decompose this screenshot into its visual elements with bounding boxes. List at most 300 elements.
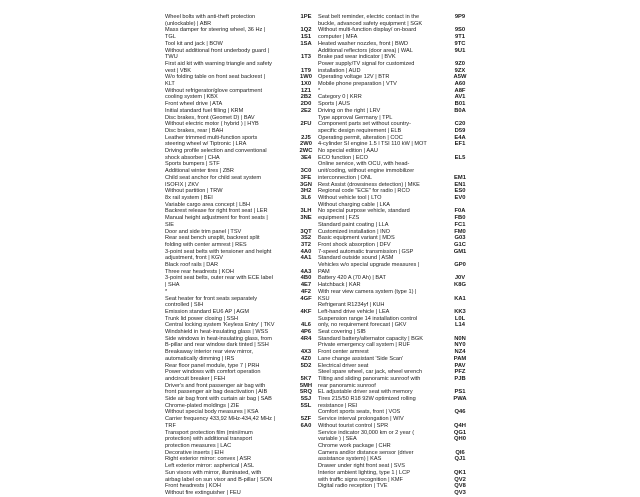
equipment-entry (318, 329, 438, 336)
equipment-text: Backrest release for right front seat | LER (165, 208, 268, 215)
option-code: E4A (454, 134, 466, 141)
option-code: ES0 (454, 188, 466, 195)
equipment-text: Without charging cable | LKA (318, 201, 391, 208)
equipment-entry (318, 14, 438, 27)
equipment-text: Chrome work package | CHR (318, 443, 391, 449)
option-code: QV8 (454, 483, 466, 490)
equipment-entry (318, 208, 438, 221)
equipment-text: automatically dimming | IRS (165, 355, 235, 362)
equipment-text: Variable cargo area concept | LBH (165, 201, 250, 208)
equipment-text: Driving on the right | LRV (318, 107, 381, 114)
option-code (294, 409, 318, 416)
equipment-text: Component parts set without country- (318, 121, 411, 128)
equipment-text: SIE (165, 221, 175, 228)
option-code: J0V (454, 275, 466, 282)
equipment-entry (165, 416, 280, 429)
equipment-text: Private emergency call system | RUF (318, 342, 410, 349)
equipment-entry (318, 389, 438, 396)
equipment-entry (318, 369, 438, 376)
option-code (448, 168, 472, 175)
equipment-text: Seat covering | SIB (318, 329, 366, 336)
option-code (448, 115, 472, 122)
equipment-text: Driving profile selection and conventional (165, 148, 267, 155)
equipment-entry (318, 249, 438, 256)
option-code: EV0 (454, 194, 466, 201)
equipment-text: Comfort sports seats, front | VOS (318, 409, 401, 416)
equipment-text: Sports bumpers | STF (165, 161, 220, 168)
option-code: 5ZF (300, 416, 312, 423)
equipment-text: Without fire extinguisher | FEU (165, 489, 241, 496)
option-code: GP0 (454, 262, 466, 269)
option-code: PS1 (454, 389, 466, 396)
equipment-text: Side air bag front with curtain air bag | SAB (165, 396, 272, 403)
equipment-text: computer | MFA (318, 34, 358, 41)
option-code: 3NE (300, 215, 312, 222)
equipment-text: Without special body measures | KSA (165, 409, 259, 416)
equipment-text: TRF (165, 422, 176, 429)
option-code: 2J5 (301, 134, 311, 141)
equipment-entry (165, 369, 280, 382)
equipment-entry (318, 161, 438, 181)
equipment-entry (318, 74, 438, 81)
equipment-entry (165, 262, 280, 269)
equipment-text: folding with center armrest | RES (165, 241, 247, 248)
equipment-text: controlled | SIH (165, 302, 204, 309)
equipment-entry (165, 115, 280, 122)
option-code: EL5 (454, 154, 466, 161)
equipment-text: Electrical driver seat (318, 362, 369, 369)
option-code (448, 269, 472, 276)
option-code (448, 302, 472, 309)
equipment-text: assistance system) | KAS (318, 456, 382, 463)
option-code: A8F (454, 87, 466, 94)
equipment-text: Service interval prolongation | WIV (318, 416, 404, 423)
option-code (448, 148, 472, 155)
option-code (294, 21, 318, 28)
option-code: F0A (454, 208, 466, 215)
equipment-entry (165, 409, 280, 416)
equipment-text: Transport protection film (mini/mum (165, 429, 253, 436)
option-code: G1C (454, 241, 466, 248)
equipment-text: rear panoramic sunroof (318, 382, 376, 389)
equipment-entry (165, 101, 280, 108)
equipment-text: Rear floor panel module, type 7 | PRH (165, 362, 260, 369)
equipment-text: | SHA (165, 282, 180, 289)
equipment-entry (165, 208, 280, 215)
equipment-text: Front wheel drive | ATA (165, 101, 223, 108)
equipment-text: Central locking system 'Keyless Entry' | TKV (165, 322, 275, 329)
equipment-text: Door and side trim panel | TSV (165, 228, 242, 235)
equipment-text: Lane change assistant 'Side Scan' (318, 355, 404, 362)
equipment-text: ISOFIX | ZKV (165, 181, 199, 188)
option-code: FB0 (454, 215, 466, 222)
option-code (294, 161, 318, 168)
option-code: 1X0 (300, 81, 312, 88)
option-code: 4F2 (301, 288, 311, 295)
option-code: EN1 (454, 181, 466, 188)
equipment-text: Type approval Germany | TPL (318, 114, 393, 121)
equipment-entry (318, 443, 438, 450)
option-code (448, 21, 472, 28)
equipment-text: Seat belt reminder, electric contact in the (318, 14, 420, 20)
equipment-text: Sports | AUS (318, 101, 350, 108)
equipment-entry (165, 349, 280, 362)
equipment-text: KSU (318, 295, 330, 302)
equipment-entry (165, 41, 280, 48)
option-code (448, 54, 472, 61)
equipment-text: Wheel bolts with anti-theft protection (165, 14, 256, 20)
equipment-entry (318, 282, 438, 289)
equipment-entry (318, 88, 438, 95)
option-code: QK1 (454, 469, 466, 476)
equipment-text: EL adjustable driver seat with memory (318, 389, 413, 396)
option-code: 2W0 (300, 141, 312, 148)
equipment-text: Decorative inserts | EIH (165, 449, 224, 456)
option-code: A5W (453, 74, 467, 81)
equipment-text: 3-point seat belts, outer rear with ECE label (165, 275, 273, 282)
equipment-text: Rest Assist (drowsiness detection) | MKE (318, 181, 420, 188)
equipment-text: Regional code "ECE" for radio | RCO (318, 188, 410, 195)
equipment-text: shock absorber | CHA (165, 154, 220, 161)
equipment-text: front passenger air bag deactivation | AIB (165, 389, 268, 396)
equipment-text: andcircuit breaker | FEH (165, 375, 226, 382)
option-code: C20 (454, 121, 466, 128)
equipment-text: Leather trimmed multi-function sports (165, 134, 258, 141)
option-code: 9Z0 (455, 60, 465, 67)
equipment-entry (165, 215, 280, 228)
equipment-text: Brake pad wear indicator | BVK (318, 54, 396, 61)
option-code: 4L6 (301, 322, 311, 329)
equipment-entry (318, 336, 438, 343)
equipment-entry (318, 416, 438, 423)
equipment-text: Front shock absorption | DFV (318, 241, 391, 248)
equipment-entry (165, 108, 280, 115)
equipment-entry (165, 316, 280, 323)
option-code: 6A0 (300, 422, 312, 429)
option-code: QG1 (453, 429, 467, 436)
equipment-entry (165, 148, 280, 161)
equipment-entry (165, 175, 280, 188)
option-code: 1W0 (300, 74, 312, 81)
equipment-text: Sun visors with mirror, illuminated, with (165, 469, 262, 476)
option-code: PAV (454, 362, 466, 369)
equipment-text: Rear seat bench unsplit, backrest split (165, 235, 260, 242)
equipment-text: variable ) | SEA (318, 436, 357, 443)
equipment-text: TWU (165, 54, 178, 61)
option-code: 3T2 (301, 241, 311, 248)
equipment-entry (165, 490, 280, 497)
equipment-entry (318, 483, 438, 490)
option-code: 4KF (300, 308, 312, 315)
equipment-text: Emission standard EU6 AP | AGM (165, 308, 250, 315)
equipment-entry (165, 269, 280, 276)
option-code (294, 316, 318, 323)
equipment-text: Standard outside sound | ASM (318, 255, 394, 262)
equipment-text: * (165, 288, 168, 295)
equipment-text: Service indicator 30,000 km or 2 year ( (318, 429, 415, 436)
option-code: 3QT (300, 228, 312, 235)
option-code: 4Z0 (301, 355, 311, 362)
option-code: 1T9 (301, 67, 311, 74)
option-code: 4GF (300, 295, 312, 302)
option-code (448, 289, 472, 296)
option-code (294, 128, 318, 135)
equipment-entry (318, 470, 438, 477)
equipment-text: Breakaway interior rear view mirror, (165, 349, 253, 356)
equipment-entry (318, 275, 438, 282)
option-code (448, 403, 472, 410)
option-code: K8G (454, 282, 466, 289)
equipment-text: 7-speed automatic transmission | GSP (318, 248, 414, 255)
option-code: 9TC (454, 40, 466, 47)
equipment-text: Category 0 | KRR (318, 94, 362, 101)
option-code: PWA (453, 396, 467, 403)
equipment-text: Without electric motor ( hybrid ) | HYB (165, 121, 259, 128)
option-code (294, 262, 318, 269)
equipment-text: * (318, 87, 321, 94)
option-code: 5SJ (300, 396, 312, 403)
equipment-text: Without additional front underbody guard | (165, 47, 270, 54)
option-code: 5D2 (300, 362, 312, 369)
equipment-entry (165, 202, 280, 209)
equipment-entry (318, 309, 438, 316)
equipment-text: buckle, advanced safety equipment | SGK (318, 20, 423, 27)
option-code: L0L (454, 315, 466, 322)
equipment-text: steering wheel w/ Tiptronic | LRA (165, 141, 247, 148)
equipment-entry (165, 336, 280, 349)
equipment-entry (318, 423, 438, 430)
equipment-entry (165, 309, 280, 316)
equipment-entry (318, 195, 438, 202)
equipment-text: Manual height adjustment for front seats | (165, 215, 268, 222)
equipment-text: Without vehicle tool | LTO (318, 194, 382, 201)
option-code: Q46 (454, 409, 466, 416)
option-code: L14 (455, 322, 465, 329)
equipment-entry (165, 456, 280, 463)
option-code (448, 463, 472, 470)
equipment-entry (165, 14, 280, 27)
equipment-text: 3-point seat belts with tensioner and height (165, 248, 272, 255)
equipment-entry (318, 115, 438, 122)
option-code: KA1 (454, 295, 466, 302)
option-code (294, 222, 318, 229)
option-code: 2B2 (300, 94, 312, 101)
equipment-entry (318, 27, 438, 40)
option-code: 5RQ (300, 389, 312, 396)
option-code: NZ4 (454, 349, 466, 356)
option-code: 2WC (299, 148, 313, 155)
option-code (448, 383, 472, 390)
option-code: 4A0 (300, 248, 312, 255)
equipment-entry (165, 430, 280, 450)
equipment-entry (318, 356, 438, 363)
equipment-list-right (318, 14, 438, 490)
equipment-entry (165, 275, 280, 288)
equipment-entry (318, 316, 438, 329)
equipment-text: Operating voltage 12V | BTR (318, 74, 390, 81)
option-code: EF1 (454, 141, 466, 148)
equipment-text: PAM (318, 268, 330, 275)
equipment-text: Without multi-function display/ on-board (318, 27, 417, 34)
option-code: 1Q2 (300, 27, 312, 34)
equipment-text: protection) with additional transport (165, 436, 253, 443)
equipment-text: No special edition | AAU (318, 148, 378, 155)
equipment-text: Hatchback | KAR (318, 282, 361, 289)
option-code: 9T1 (455, 34, 465, 41)
option-code: FM0 (454, 228, 466, 235)
option-code (448, 161, 472, 168)
equipment-entry (318, 182, 438, 189)
option-code: PAM (453, 355, 467, 362)
equipment-text: unit/coding, without engine immobilizer (318, 168, 415, 175)
option-code: 1Z1 (301, 87, 311, 94)
option-code: 4A1 (300, 255, 312, 262)
equipment-text: Black roof rails | DAR (165, 262, 219, 269)
option-codes-left (294, 14, 318, 430)
equipment-text: Disc brakes, front (Geomet D) | BAV (165, 114, 255, 121)
equipment-text: Driver's and front passenger air bag with (165, 382, 266, 389)
equipment-entry (165, 27, 280, 40)
equipment-entry (318, 349, 438, 356)
option-code: FC1 (454, 221, 466, 228)
equipment-text: Mobile phone preparation | VTV (318, 81, 397, 88)
equipment-entry (318, 463, 438, 470)
option-code: 3FE (300, 174, 312, 181)
equipment-text: Tires 215/50 R18 92W optimized rolling (318, 396, 416, 403)
equipment-text: B-pillar and rear window dark tinted | SSH (165, 342, 269, 349)
option-code: 3L6 (301, 194, 311, 201)
equipment-entry (318, 94, 438, 101)
equipment-text: 4-cylinder SI engine 1.5 l TSI 110 kW | MOT (318, 141, 427, 148)
equipment-text: Online service, with OCU, with head- (318, 161, 410, 168)
equipment-text: Initial standard fuel filling | KRM (165, 107, 244, 114)
equipment-text: (unlockable) | ABR (165, 20, 212, 27)
equipment-text: equipment | FZS (318, 215, 360, 222)
equipment-text: Camera and/or distance sensor (driver (318, 449, 414, 456)
equipment-entry (318, 121, 438, 134)
equipment-text: 8x rail system | BEI (165, 194, 213, 201)
equipment-text: Vehicles w/o special upgrade measures | (318, 262, 420, 269)
equipment-text: Battery 420 A (70 Ah) | BAT (318, 275, 386, 282)
equipment-entry (165, 88, 280, 101)
equipment-text: specific design requirement | ELB (318, 127, 402, 134)
equipment-entry (318, 135, 438, 142)
equipment-text: Heated washer nozzles, front | BWD (318, 40, 409, 47)
option-code: QI6 (455, 449, 465, 456)
equipment-entry (165, 463, 280, 470)
option-code: 4P6 (300, 329, 312, 336)
option-code (294, 48, 318, 55)
option-code: QJ1 (454, 456, 466, 463)
equipment-text: Tilting and sliding panoramic sunroof with (318, 375, 421, 382)
equipment-entry (165, 195, 280, 202)
option-code: 3LH (300, 208, 312, 215)
option-code: KK3 (454, 308, 466, 315)
equipment-text: Digital radio reception | TVE (318, 483, 388, 490)
equipment-entry (165, 61, 280, 74)
equipment-entry (318, 289, 438, 302)
equipment-text: Power supply/TV signal for customized (318, 60, 415, 67)
option-code: N0N (454, 335, 466, 342)
equipment-text: Left exterior mirror: aspherical | ASL (165, 463, 255, 470)
equipment-text: TGL (165, 34, 176, 41)
equipment-entry (318, 302, 438, 309)
equipment-text: Customized installation | INO (318, 228, 391, 235)
equipment-entry (318, 376, 438, 389)
option-code: 2FU (300, 121, 312, 128)
equipment-text: Steel spare wheel, car jack, wheel wrench (318, 369, 423, 376)
option-code: 3GN (300, 181, 312, 188)
equipment-text: airbag label on sun visor and B-pillar | SON (165, 476, 273, 483)
equipment-text: With rear view camera system (type 1) | (318, 288, 417, 295)
equipment-entry (165, 249, 280, 262)
option-code: PFZ (454, 369, 466, 376)
equipment-entry (318, 430, 438, 443)
option-code: 3C0 (300, 168, 312, 175)
equipment-text: Mass damper for steering wheel, 36 Hz | (165, 27, 266, 34)
equipment-entry (165, 235, 280, 248)
option-code (294, 202, 318, 209)
equipment-entry (318, 396, 438, 409)
option-code: EM1 (454, 174, 466, 181)
equipment-entry (318, 48, 438, 55)
equipment-entry (165, 161, 280, 168)
equipment-entry (318, 54, 438, 61)
option-code: 5K7 (300, 375, 312, 382)
option-code: GM1 (453, 248, 467, 255)
option-code: QV2 (454, 476, 466, 483)
option-code: 3E4 (300, 154, 312, 161)
option-code: 5SL (300, 402, 312, 409)
equipment-entry (318, 242, 438, 249)
equipment-text: ECO function | ECO (318, 154, 368, 161)
equipment-text: Standard paint coating | LLA (318, 221, 389, 228)
option-code: 3S2 (300, 235, 312, 242)
equipment-text: KLT (165, 81, 175, 88)
equipment-text: protection measures | LAC (165, 443, 232, 449)
option-code: 1S1 (300, 34, 312, 41)
equipment-text: Windshield in heat-insulating glass | WSS (165, 329, 269, 336)
option-code: 9ZX (454, 67, 466, 74)
option-code: 9P9 (454, 14, 466, 20)
equipment-text: No special purpose vehicle, standard (318, 208, 410, 215)
equipment-text: Child seat anchor for child seat system (165, 174, 262, 181)
option-code: A60 (454, 81, 466, 88)
equipment-entry (318, 155, 438, 162)
option-code: G03 (454, 235, 466, 242)
option-code (294, 61, 318, 68)
equipment-entry (318, 141, 438, 148)
option-code (294, 115, 318, 122)
equipment-text: Without refrigerator/glove compartment (165, 87, 262, 94)
equipment-entry (318, 255, 438, 262)
equipment-entry (318, 222, 438, 229)
equipment-text: Refrigerant R1234yf | KUH (318, 302, 385, 309)
equipment-entry (165, 188, 280, 195)
equipment-text: Tool kit and jack | BOW (165, 40, 223, 47)
equipment-entry (318, 262, 438, 275)
equipment-entry (165, 48, 280, 61)
option-code (448, 255, 472, 262)
equipment-text: First aid kit with warning triangle and safety (165, 60, 272, 67)
equipment-entry (318, 148, 438, 155)
option-code: B0A (454, 107, 466, 114)
option-code: 4R4 (300, 335, 312, 342)
equipment-text: with traffic signs recognition | KMF (318, 476, 403, 483)
option-code: Q4H (454, 422, 466, 429)
equipment-text: Three rear headrests | KOH (165, 268, 234, 275)
option-code: 4E7 (300, 282, 312, 289)
